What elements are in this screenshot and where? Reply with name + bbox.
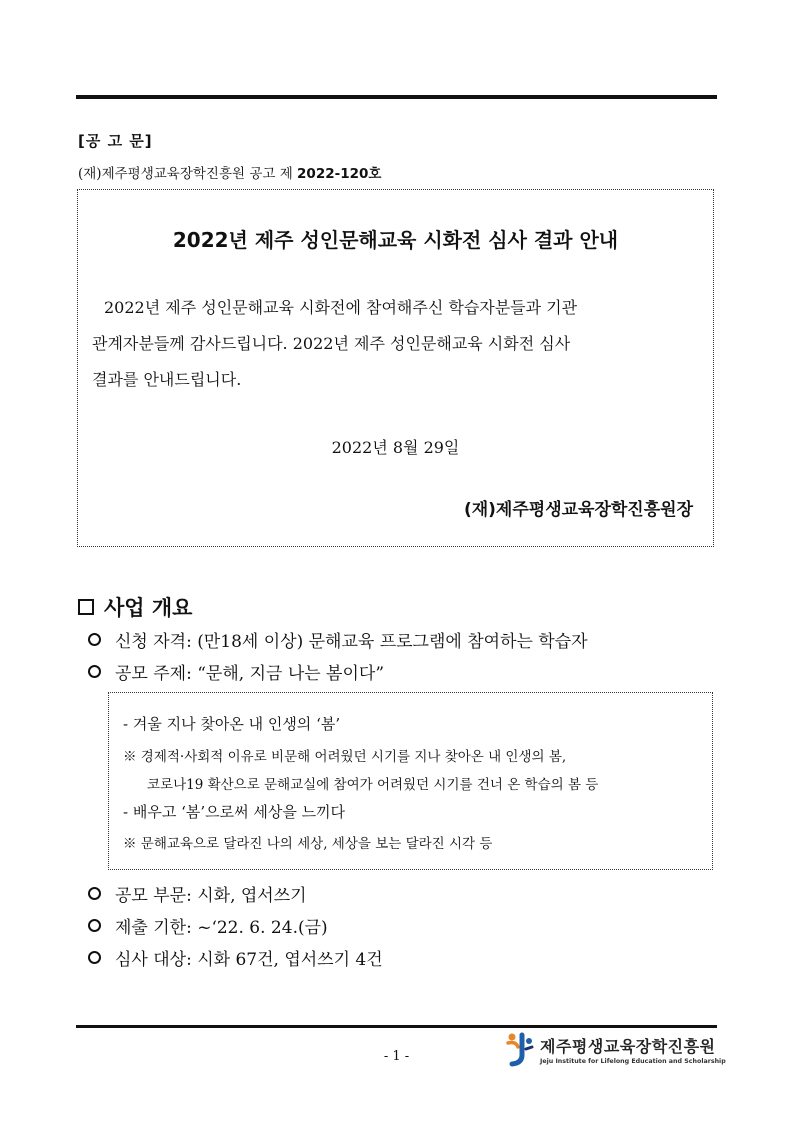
overview-item — [88, 881, 307, 906]
overview-item — [88, 627, 588, 652]
overview-item-text: 공모 주제: “문해, 지금 나는 봄이다” — [115, 664, 385, 684]
body-line-2: 관계자분들께 감사드립니다. 2022년 제주 성인문해교육 시화전 심사 — [92, 334, 571, 353]
theme-line-2: - 배우고 ‘봄’으로써 세상을 느끼다 — [123, 803, 346, 821]
theme-note-1b: 코로나19 확산으로 문해교실에 참여가 어려웠던 시기를 건너 온 학습의 봄 등 — [147, 777, 599, 793]
logo-name: 제주평생교육장학진흥원 — [540, 1036, 716, 1056]
section-title — [78, 592, 192, 622]
bottom-rule — [76, 1025, 717, 1028]
theme-box — [108, 692, 713, 870]
theme-line-1: - 겨울 지나 찾아온 내 인생의 ‘봄’ — [123, 715, 341, 733]
logo-subtitle: Jeju Institute for Lifelong Education and Scholarship — [540, 1057, 726, 1065]
announcement-box — [77, 189, 714, 547]
top-rule — [76, 95, 717, 99]
circle-bullet-icon — [88, 633, 101, 646]
announcement-body — [92, 290, 693, 398]
circle-bullet-icon — [88, 951, 101, 964]
circle-bullet-icon — [88, 919, 101, 932]
overview-item — [88, 945, 383, 970]
overview-item-text: 공모 부문: 시화, 엽서쓰기 — [115, 886, 307, 906]
announcement-title: 2022년 제주 성인문해교육 시화전 심사 결과 안내 — [172, 228, 619, 252]
overview-item-text: 제출 기한: ~‘22. 6. 24.(금) — [115, 918, 328, 938]
announcement-issuer: (재)제주평생교육장학진흥원장 — [463, 500, 693, 520]
logo-text — [540, 1034, 726, 1065]
square-bullet-icon — [78, 599, 94, 615]
overview-item — [88, 913, 328, 938]
notice-number: 2022-120호 — [297, 166, 382, 182]
announcement-date: 2022년 8월 29일 — [331, 438, 460, 457]
overview-item — [88, 659, 384, 684]
circle-bullet-icon — [88, 887, 101, 900]
body-line-1: 2022년 제주 성인문해교육 시화전에 참여해주신 학습자분들과 기관 — [104, 298, 578, 317]
overview-item-text: 심사 대상: 시화 67건, 엽서쓰기 4건 — [115, 950, 383, 970]
notice-number-line — [78, 162, 381, 182]
notice-prefix: (재)제주평생교육장학진흥원 공고 제 — [78, 166, 293, 182]
section-title-text: 사업 개요 — [104, 596, 193, 620]
jeju-institute-logo-icon — [504, 1031, 534, 1067]
theme-note-2: ※ 문해교육으로 달라진 나의 세상, 세상을 보는 달라진 시각 등 — [123, 836, 493, 852]
body-line-3: 결과를 안내드립니다. — [92, 370, 242, 389]
institute-logo — [504, 1031, 726, 1067]
page-number: - 1 - — [383, 1049, 410, 1064]
theme-note-1a: ※ 경제적·사회적 이유로 비문해 어려웠던 시기를 지나 찾아온 내 인생의 봄, — [123, 749, 567, 765]
circle-bullet-icon — [88, 665, 101, 678]
overview-item-text: 신청 자격: (만18세 이상) 문해교육 프로그램에 참여하는 학습자 — [115, 632, 588, 652]
notice-label: [공 고 문] — [78, 132, 153, 150]
